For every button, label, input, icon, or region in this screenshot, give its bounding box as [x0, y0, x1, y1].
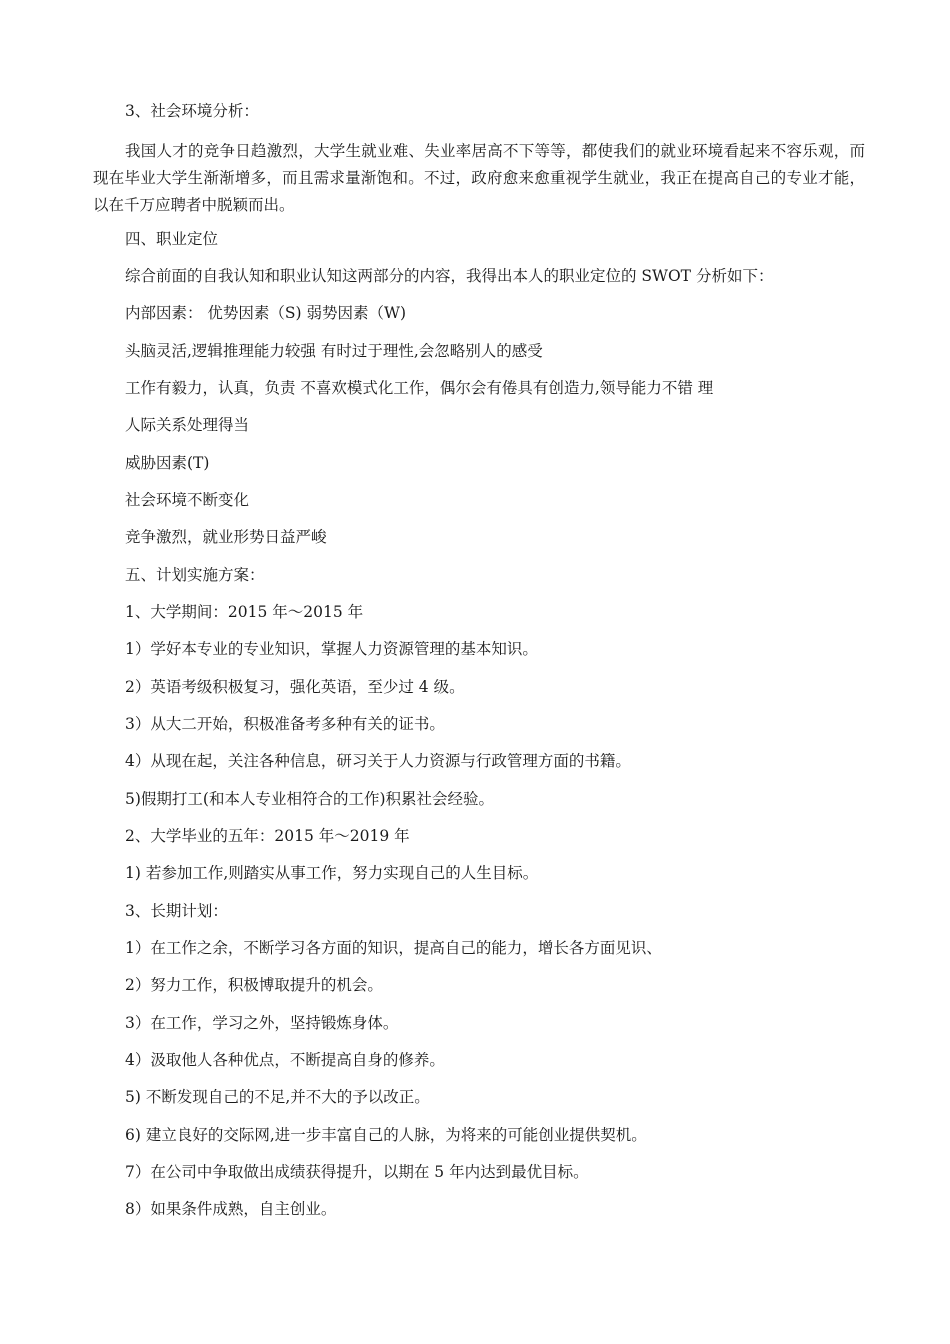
list-item: 2）英语考级积极复习，强化英语，至少过 4 级。	[125, 678, 465, 696]
list-item: 4）从现在起，关注各种信息，研习关于人力资源与行政管理方面的书籍。	[125, 752, 631, 770]
threat-item-1: 社会环境不断变化	[125, 491, 250, 509]
threat-item-2: 竞争激烈，就业形势日益严峻	[125, 528, 327, 546]
list-item: 5)假期打工(和本人专业相符合的工作)积累社会经验。	[125, 790, 495, 808]
list-item: 1) 若参加工作,则踏实从事工作，努力实现自己的人生目标。	[125, 864, 539, 882]
swot-threats-heading: 威胁因素(T)	[125, 454, 210, 472]
list-item: 8）如果条件成熟，自主创业。	[125, 1200, 337, 1218]
list-item: 6) 建立良好的交际网,进一步丰富自己的人脉，为将来的可能创业提供契机。	[125, 1126, 647, 1144]
heading-implementation-plan: 五、计划实施方案：	[125, 566, 265, 584]
swot-row-3: 人际关系处理得当	[125, 416, 250, 434]
heading-social-environment: 3、社会环境分析：	[125, 102, 259, 120]
list-item: 3）从大二开始，积极准备考多种有关的证书。	[125, 715, 445, 733]
plan-long-term: 3、长期计划：	[125, 902, 228, 920]
swot-row-2: 工作有毅力，认真，负责 不喜欢模式化工作，偶尔会有倦具有创造力,领导能力不错 理	[125, 379, 714, 397]
swot-intro: 综合前面的自我认知和职业认知这两部分的内容，我得出本人的职业定位的 SWOT 分析如下：	[125, 267, 774, 285]
swot-internal-factors: 内部因素： 优势因素（S) 弱势因素（W)	[125, 304, 406, 322]
heading-career-positioning: 四、职业定位	[125, 230, 219, 248]
list-item: 2）努力工作，积极博取提升的机会。	[125, 976, 383, 994]
list-item: 3）在工作，学习之外，坚持锻炼身体。	[125, 1014, 399, 1032]
list-item: 7）在公司中争取做出成绩获得提升，以期在 5 年内达到最优目标。	[125, 1163, 589, 1181]
list-item: 1）学好本专业的专业知识，掌握人力资源管理的基本知识。	[125, 640, 538, 658]
list-item: 1）在工作之余，不断学习各方面的知识，提高自己的能力，增长各方面见识、	[125, 939, 662, 957]
paragraph-employment-environment: 我国人才的竞争日趋激烈，大学生就业难、失业率居高不下等等，都使我们的就业环境看起来不容乐观，而现在毕业大学生渐渐增多，而且需求量渐饱和。不过，政府愈来愈重视学生就业，我正在提高自己的专业才能，以在千万应聘者中脱颖而出。	[93, 142, 865, 214]
plan-university-period: 1、大学期间：2015 年～2015 年	[125, 603, 364, 621]
swot-row-1: 头脑灵活,逻辑推理能力较强 有时过于理性,会忽略别人的感受	[125, 342, 543, 360]
plan-five-years: 2、大学毕业的五年：2015 年～2019 年	[125, 827, 410, 845]
list-item: 5) 不断发现自己的不足,并不大的予以改正。	[125, 1088, 430, 1106]
list-item: 4）汲取他人各种优点，不断提高自身的修养。	[125, 1051, 445, 1069]
